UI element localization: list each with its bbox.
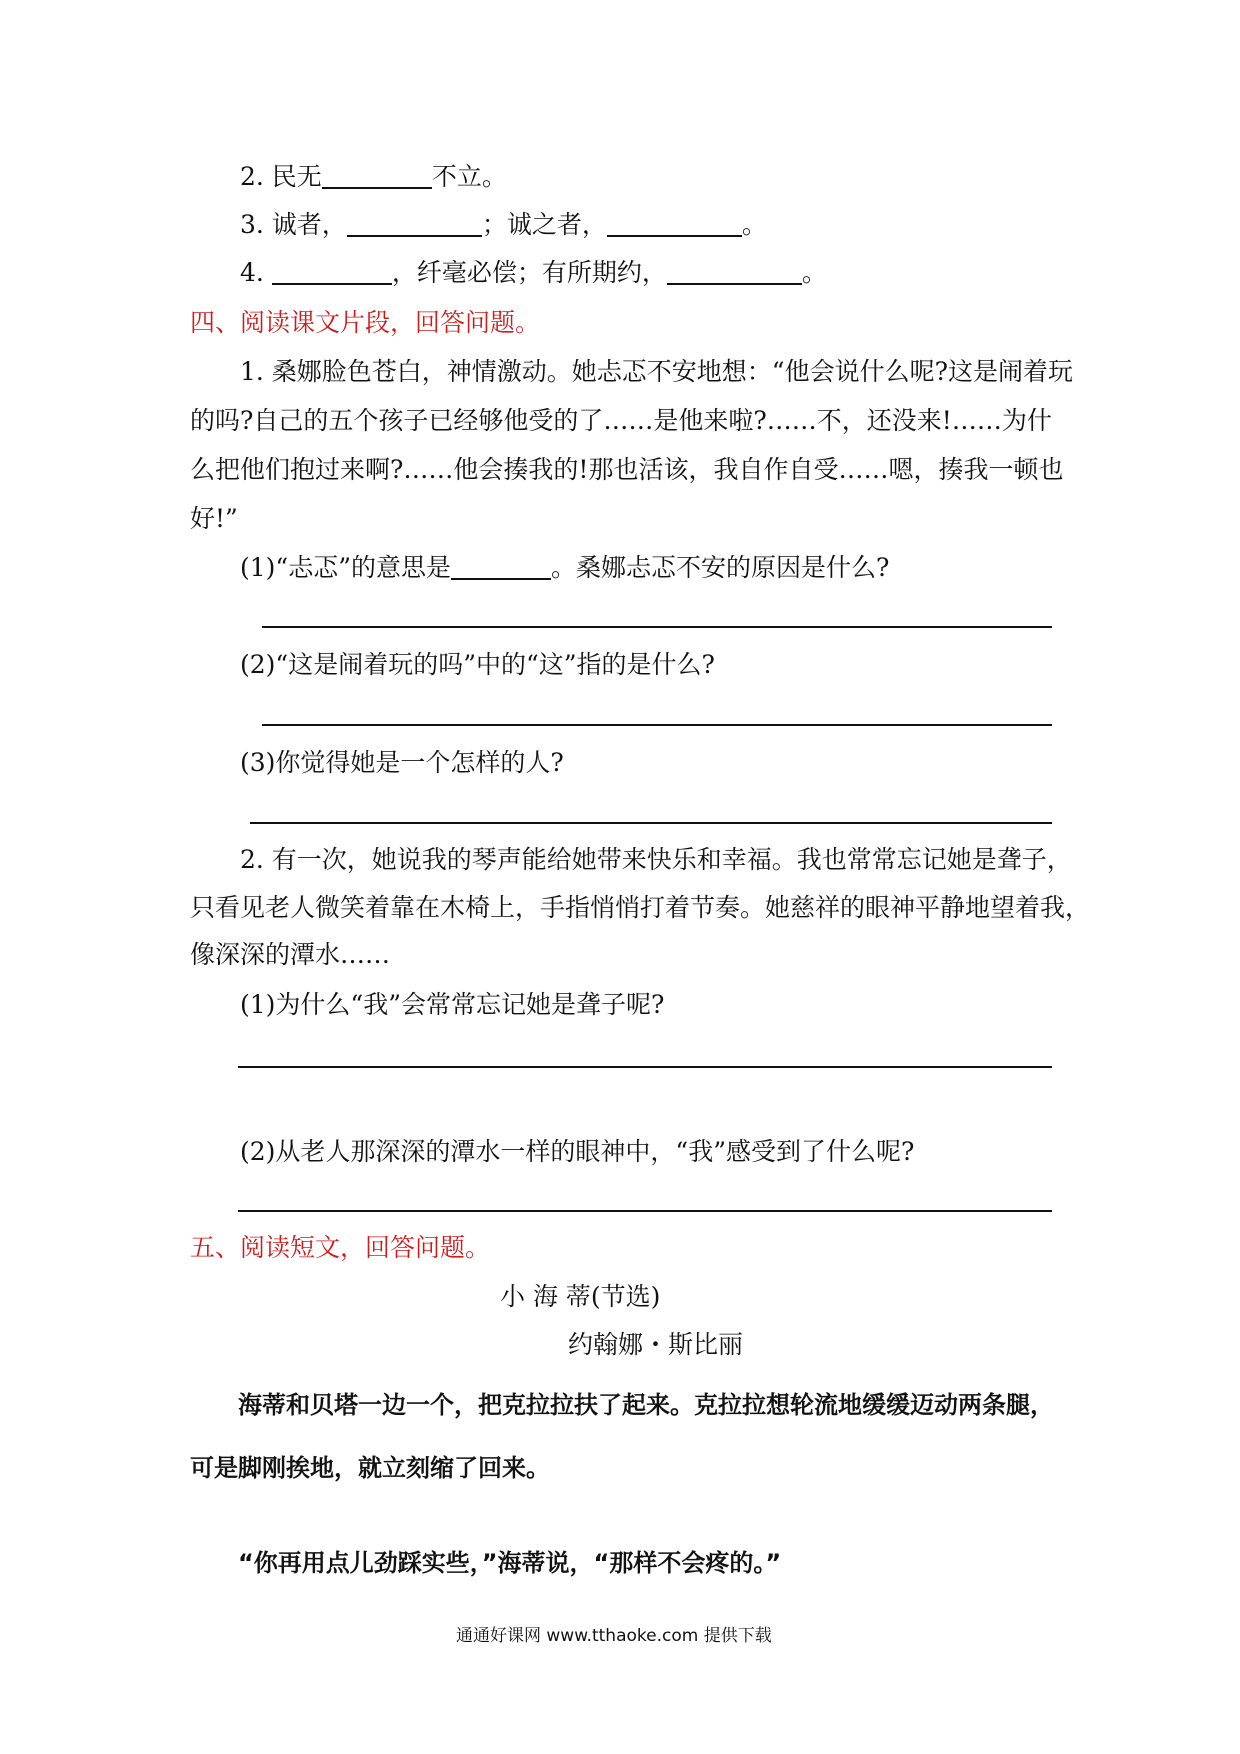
answer-line[interactable]: [238, 1210, 1052, 1212]
story-paragraph: 可是脚刚挨地，就立刻缩了回来。: [190, 1454, 550, 1482]
question-1-2: (2)“这是闹着玩的吗”中的“这”指的是什么?: [240, 650, 715, 679]
fill-item-3: [240, 210, 767, 240]
question-1-1-suffix: 。桑娜忐忑不安的原因是什么?: [550, 553, 890, 582]
passage-2-line: 像深深的潭水……: [190, 940, 391, 969]
fill-blank[interactable]: [607, 213, 742, 237]
fill-item-4: [240, 258, 827, 288]
question-1-3: (3)你觉得她是一个怎样的人?: [240, 748, 564, 777]
fill-blank[interactable]: [667, 261, 802, 285]
question-2-2: (2)从老人那深深的潭水一样的眼神中，“我”感受到了什么呢?: [240, 1137, 915, 1166]
fill-item-2-suffix: 不立。: [431, 162, 507, 191]
passage-1-line: 么把他们抱过来啊?……他会揍我的!那也活该，我自作自受……嗯，揍我一顿也: [190, 455, 1064, 484]
fill-item-4-suffix: 。: [801, 258, 827, 287]
fill-blank[interactable]: [347, 213, 482, 237]
fill-blank[interactable]: [272, 261, 392, 285]
fill-item-4-middle: ，纤毫必偿；有所期约，: [391, 258, 667, 287]
question-2-1: (1)为什么“我”会常常忘记她是聋子呢?: [240, 990, 665, 1019]
fill-item-3-middle: ；诚之者，: [481, 210, 607, 239]
fill-blank[interactable]: [322, 165, 432, 189]
story-author: 约翰娜・斯比丽: [568, 1330, 744, 1359]
answer-line[interactable]: [250, 822, 1052, 824]
story-title: 小 海 蒂(节选): [500, 1282, 661, 1311]
story-paragraph: 海蒂和贝塔一边一个，把克拉拉扶了起来。克拉拉想轮流地缓缓迈动两条腿，: [238, 1391, 1054, 1419]
answer-line[interactable]: [238, 1066, 1052, 1068]
page-footer: 通通好课网 www.tthaoke.com 提供下载: [456, 1626, 772, 1646]
fill-item-3-prefix: 3. 诚者，: [240, 210, 347, 239]
fill-item-3-suffix: 。: [741, 210, 767, 239]
story-paragraph: “你再用点儿劲踩实些，”海蒂说，“那样不会疼的。”: [238, 1549, 782, 1577]
answer-line[interactable]: [262, 724, 1052, 726]
fill-blank[interactable]: [451, 556, 551, 580]
passage-2-line: 只看见老人微笑着靠在木椅上，手指悄悄打着节奏。她慈祥的眼神平静地望着我，: [190, 893, 1091, 922]
answer-line[interactable]: [262, 626, 1052, 628]
question-1-1-prefix: (1)“忐忑”的意思是: [240, 553, 451, 582]
passage-1-line: 的吗?自己的五个孩子已经够他受的了……是他来啦?……不，还没来!……为什: [190, 406, 1052, 435]
section-4-title: 四、阅读课文片段，回答问题。: [190, 308, 541, 337]
section-5-title: 五、阅读短文，回答问题。: [190, 1233, 491, 1262]
passage-2-line: 2. 有一次，她说我的琴声能给她带来快乐和幸福。我也常常忘记她是聋子，: [240, 845, 1072, 874]
fill-item-2: [240, 162, 507, 192]
passage-1-line: 1. 桑娜脸色苍白，神情激动。她忐忑不安地想：“他会说什么呢?这是闹着玩: [240, 357, 1073, 386]
passage-1-line: 好!”: [190, 504, 238, 533]
question-1-1: [240, 553, 889, 583]
fill-item-2-prefix: 2. 民无: [240, 162, 322, 191]
fill-item-4-prefix: 4.: [240, 258, 272, 287]
